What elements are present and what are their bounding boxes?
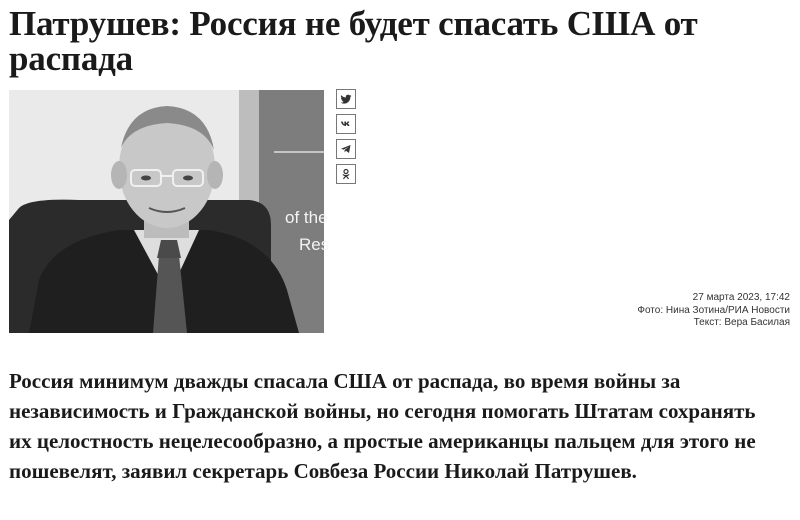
photo-illustration	[9, 90, 330, 333]
telegram-share-button[interactable]	[336, 139, 356, 159]
vk-share-button[interactable]	[336, 114, 356, 134]
photo-credit: Фото: Нина Зотина/РИА Новости	[637, 304, 790, 316]
article-author: Текст: Вера Басилая	[693, 317, 790, 328]
backdrop-text-2: Res	[299, 235, 330, 254]
odnoklassniki-icon	[340, 168, 352, 180]
article-meta	[637, 292, 790, 330]
odnoklassniki-share-button[interactable]	[336, 164, 356, 184]
share-buttons	[336, 89, 356, 189]
article-photo	[9, 90, 330, 333]
twitter-share-button[interactable]	[336, 89, 356, 109]
backdrop-text-1: of the	[285, 208, 328, 227]
article-lead: Россия минимум дважды спасала США от распада, во время войны за независимость и Гражданской войны, но сегодня помогать Штатам сохранять их целостность нецелесообразно, а простые американцы пальцем для этого не пошевелят, заявил секретарь Совбеза России Николай Патрушев.	[9, 369, 756, 483]
telegram-icon	[340, 143, 352, 155]
article-date: 27 марта 2023, 17:42	[692, 292, 790, 303]
twitter-icon	[340, 93, 352, 105]
article-headline: Патрушев: Россия не будет спасать США от распада	[9, 4, 698, 78]
vk-icon	[340, 118, 352, 130]
